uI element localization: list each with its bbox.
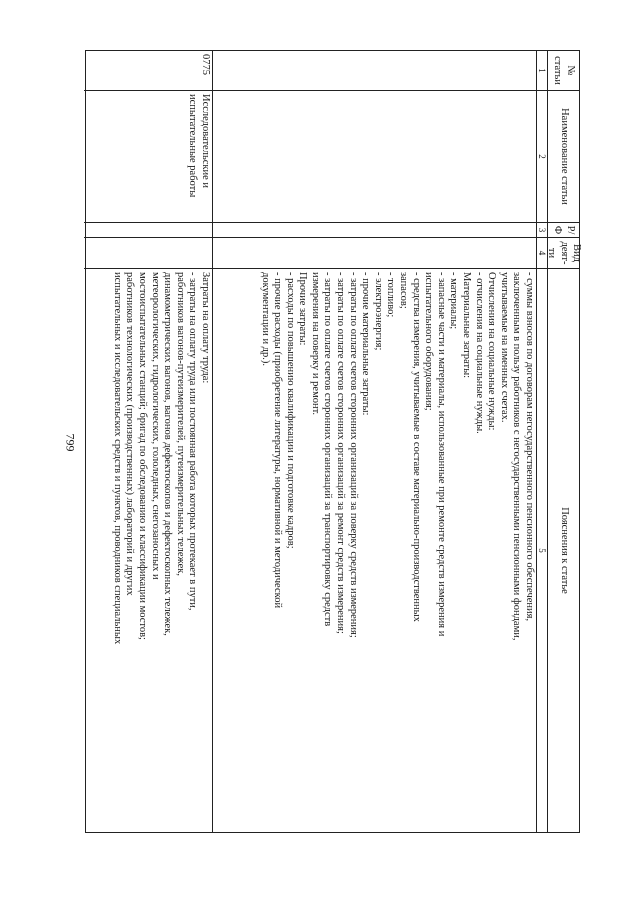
explanation-line: - затраты по оплате счетов сторонних организаций за транспортировку средств [322, 272, 334, 627]
row-activity [84, 238, 212, 269]
row-code [213, 51, 536, 91]
row-rf [213, 223, 536, 238]
explanation-line: - суммы взносов по договорам негосударственного пенсионного обеспечения, [524, 272, 535, 622]
column-numbers-row [536, 51, 547, 832]
table-row [212, 51, 536, 832]
explanation-line: - топливо; [385, 272, 397, 318]
explanation-line: измерения на поверку и ремонт. [309, 272, 321, 416]
explanation-line: Материальные затраты: [461, 272, 473, 379]
explanation-line: запасов; [398, 272, 410, 309]
explanation-line: Отчисления на социальные нужды: [486, 272, 498, 431]
explanation-line: - отчисления на социальные нужды. [473, 272, 485, 434]
header-explanation: Пояснения к статье [558, 507, 570, 594]
explanation-line: метеорологических, гидрологических, гололедных, снегозаносных и [149, 272, 161, 580]
document-table [85, 50, 583, 833]
row-name: Исследовательские и испытательные работы [84, 91, 212, 223]
header-article-name: Наименование статьи [548, 91, 579, 223]
explanation-line: - запасные части и материалы, использованные при ремонте средств измерения и [435, 272, 447, 637]
row-name [213, 91, 536, 223]
explanation-line: - прочие расходы (приобретение литературы, нормативной и методической [272, 272, 284, 609]
explanation-line: динамометрических вагонов, вагонов дефектоскопов и дефектоскопных тележек, [162, 272, 174, 636]
explanation-line: учитываемые на именных счетах. [498, 272, 510, 423]
column-number: 3 [537, 223, 547, 238]
explanation-line: работников вагонов-путеизмерителей, путеизмерительных тележек, [174, 272, 186, 577]
explanation-line: Прочие затраты: [297, 272, 309, 346]
explanation-line: Затраты на оплату труда: [200, 272, 211, 384]
row-code: 0775 [84, 51, 212, 91]
explanation-line: работников технологических (производственных) лабораторий и других [124, 272, 136, 596]
column-number: 5 [537, 548, 547, 553]
row-explanation [213, 269, 536, 832]
row-rf [84, 223, 212, 238]
explanation-line: - затраты по оплате счетов сторонних организаций за ремонт средств измерения; [335, 272, 347, 634]
header-activity-type: Вид деят-ти [548, 238, 579, 269]
explanation-line: - затраты на оплату труда или постоянная работа которых протекает в пути, [187, 272, 199, 611]
header-rf: Р/ Ф [548, 223, 579, 238]
table-header-row [546, 51, 583, 832]
explanation-line: испытательных и исследовательских средств и пунктов, проводников специальных [111, 272, 123, 645]
explanation-line: заключенным в пользу работников с негосударственными пенсионными фондами, [511, 272, 523, 641]
explanation-line: - затраты по оплате счетов сторонних организаций за поверку средств измерения; [347, 272, 359, 638]
explanation-line: - материалы; [448, 272, 460, 330]
explanation-line: - средства измерения, учитываемые в составе материально-производственных [410, 272, 422, 622]
explanation-line: испытательного оборудования; [423, 272, 435, 411]
row-explanation [84, 269, 212, 832]
column-number: 2 [537, 91, 547, 223]
explanation-line: - электроэнергия; [372, 272, 384, 351]
explanation-line: документации и др.). [259, 272, 271, 367]
header-article-number: № статьи [548, 51, 579, 91]
column-number: 1 [537, 51, 547, 91]
explanation-line: - расходы по повышению квалификации и подготовке кадров; [284, 272, 296, 549]
page-number: 799 [63, 433, 78, 452]
table-row [84, 51, 212, 832]
explanation-line: - прочие материальные затраты: [360, 272, 372, 416]
column-number: 4 [537, 238, 547, 269]
explanation-line: мостоиспытательных станций; бригад по обследованию и классификации мостов; [137, 272, 149, 640]
row-activity [213, 238, 536, 269]
